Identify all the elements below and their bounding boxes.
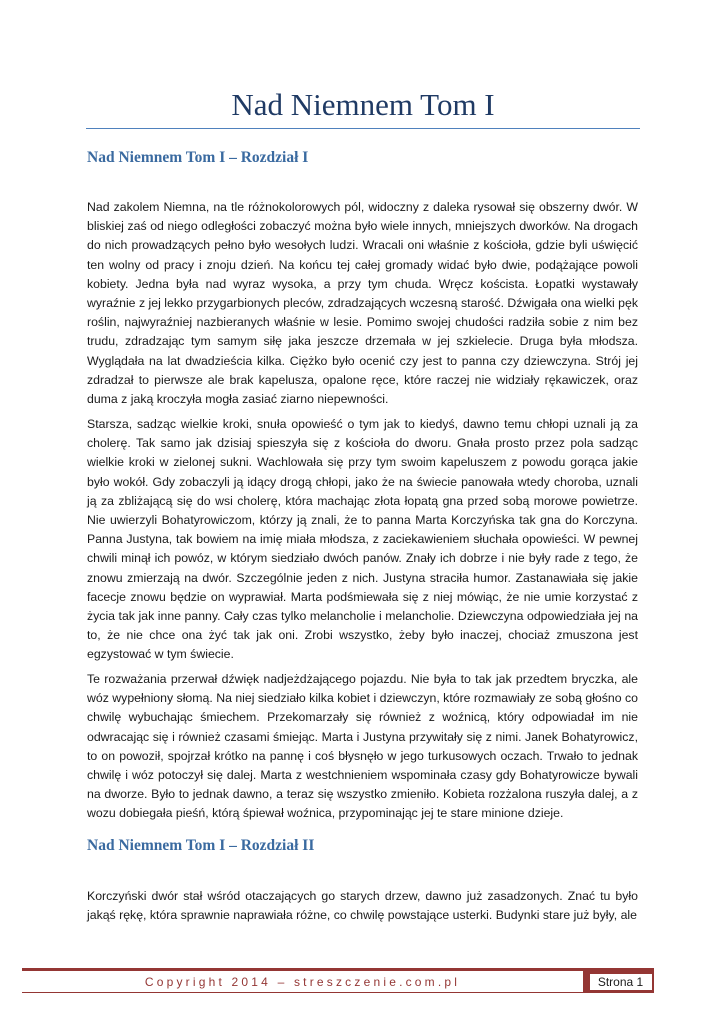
- chapter-heading-2: Nad Niemnem Tom I – Rozdział II: [87, 837, 315, 854]
- chapter-1-paragraph-2: Starsza, sadząc wielkie kroki, snuła opowieść o tym jak to kiedyś, dawno temu chłopi uznali ją za cholerę. Tak samo jak dzisiaj spieszyła się z kościoła do dworu. Gnała prosto przez pola sadząc wielkie kroki w zielonej sukni. Wachlowała się przy tym swoim kapeluszem z powodu gorąca jakie było wokół. Gdy zobaczyli ją idący drogą chłopi, jako że na świecie panowała wtedy choroba, uznali ją za zbliżającą się do wsi cholerę, która machając złota łopatą gna przed sobą morowe powietrze. Nie uwierzyli Bohatyrowiczom, którzy ją znali, że to panna Marta Korczyńska tak gna do Korczyna. Panna Justyna, tak bowiem na imię miała młodsza, z zaciekawieniem słuchała opowieści. W pewnej chwili minął ich powóz, w którym siedziało dwóch panów. Znały ich dobrze i nie były rade z tego, że znowu zmierzają na dwór. Szczególnie jeden z nich. Justyna straciła humor. Zastanawiała się jakie facecje znowu będzie on wyprawiał. Marta podśmiewała się z niej mówiąc, że nie umie korzystać z życia tak jak inne panny. Cały czas tylko melancholie i melancholie. Dziewczyna odpowiedziała jej na to, że nie chce ona żyć tak jak oni. Zrobi wszystko, żeby było inaczej, chociaż zmuszona jest egzystować w tym świecie.: [87, 417, 638, 662]
- document-title: Nad Niemnem Tom I: [231, 87, 495, 122]
- chapter-2-paragraph-1: Korczyński dwór stał wśród otaczających go starych drzew, dawno już zasadzonych. Znać tu było jakąś rękę, która sprawnie naprawiała różne, co chwilę powstające usterki. Budynki stare już były, ale: [87, 889, 638, 923]
- footer-page-box: [583, 968, 654, 993]
- page-number: Strona 1: [590, 974, 652, 990]
- chapter-1-paragraph-3: Te rozważania przerwał dźwięk nadjeżdżającego pojazdu. Nie była to tak jak przedtem bryczka, ale wóz wypełniony słomą. Na niej siedziało kilka kobiet i dziewczyn, które rozmawiały ze sobą głośno co chwilę wybuchając śmiechem. Przekomarzały się również z woźnicą, który odpowiadał im nie odwracając się i również czasami śmiejąc. Marta i Justyna przywitały się z nimi. Janek Bohatyrowicz, to on powoził, spojrzał krótko na pannę i coś błysnęło w jego turkusowych oczach. Trwało to jednak chwilę i wóz potoczył się dalej. Marta z westchnieniem wspominała czasy gdy Bohatyrowicze bywali na dworze. Było to jednak dawno, a teraz się wszystko zmieniło. Kobieta rozżalona ruszyła dalej, a z wozu dobiegała pieśń, którą śpiewał woźnica, przypominając jej te stare minione dzieje.: [87, 672, 638, 821]
- footer-copyright-bar: [22, 968, 583, 993]
- footer-copyright: Copyright 2014 – streszczenie.com.pl: [144, 974, 461, 989]
- title-divider: [86, 128, 640, 129]
- chapter-1-paragraph-1: Nad zakolem Niemna, na tle różnokolorowych pól, widoczny z daleka rysował się obszerny dwór. W bliskiej zaś od niego odległości zobaczyć można było wiele innych, mniejszych dworków. Na drogach do nich prowadzących pełno było wesołych ludzi. Wracali oni właśnie z kościoła, gdzie byli uświęcić ten wolny od pracy i znoju dzień. Na końcu tej całej gromady widać było dwie, podążające powoli kobiety. Jedna była nad wyraz wysoka, a przy tym chuda. Wręcz koścista. Łopatki wystawały wyraźnie z jej lekko przygarbionych pleców, zdradzających wczesną starość. Dźwigała ona wielki pęk roślin, najwyraźniej nazbieranych właśnie w lesie. Pomimo swojej chudości radziła sobie z nim bez trudu, zdradzając tym samym siłę jaka jeszcze drzemała w jej szkielecie. Druga była młodsza. Wyglądała na lat dwadzieścia kilka. Ciężko było ocenić czy jest to panna czy dziewczyna. Strój jej zdradzał to pierwsze ale brak kapelusza, opalone ręce, które raczej nie widziały rękawiczek, oraz duma z jaką kroczyła mogła zasiać ziarno niepewności.: [87, 200, 638, 407]
- chapter-heading-1: Nad Niemnem Tom I – Rozdział I: [87, 149, 309, 166]
